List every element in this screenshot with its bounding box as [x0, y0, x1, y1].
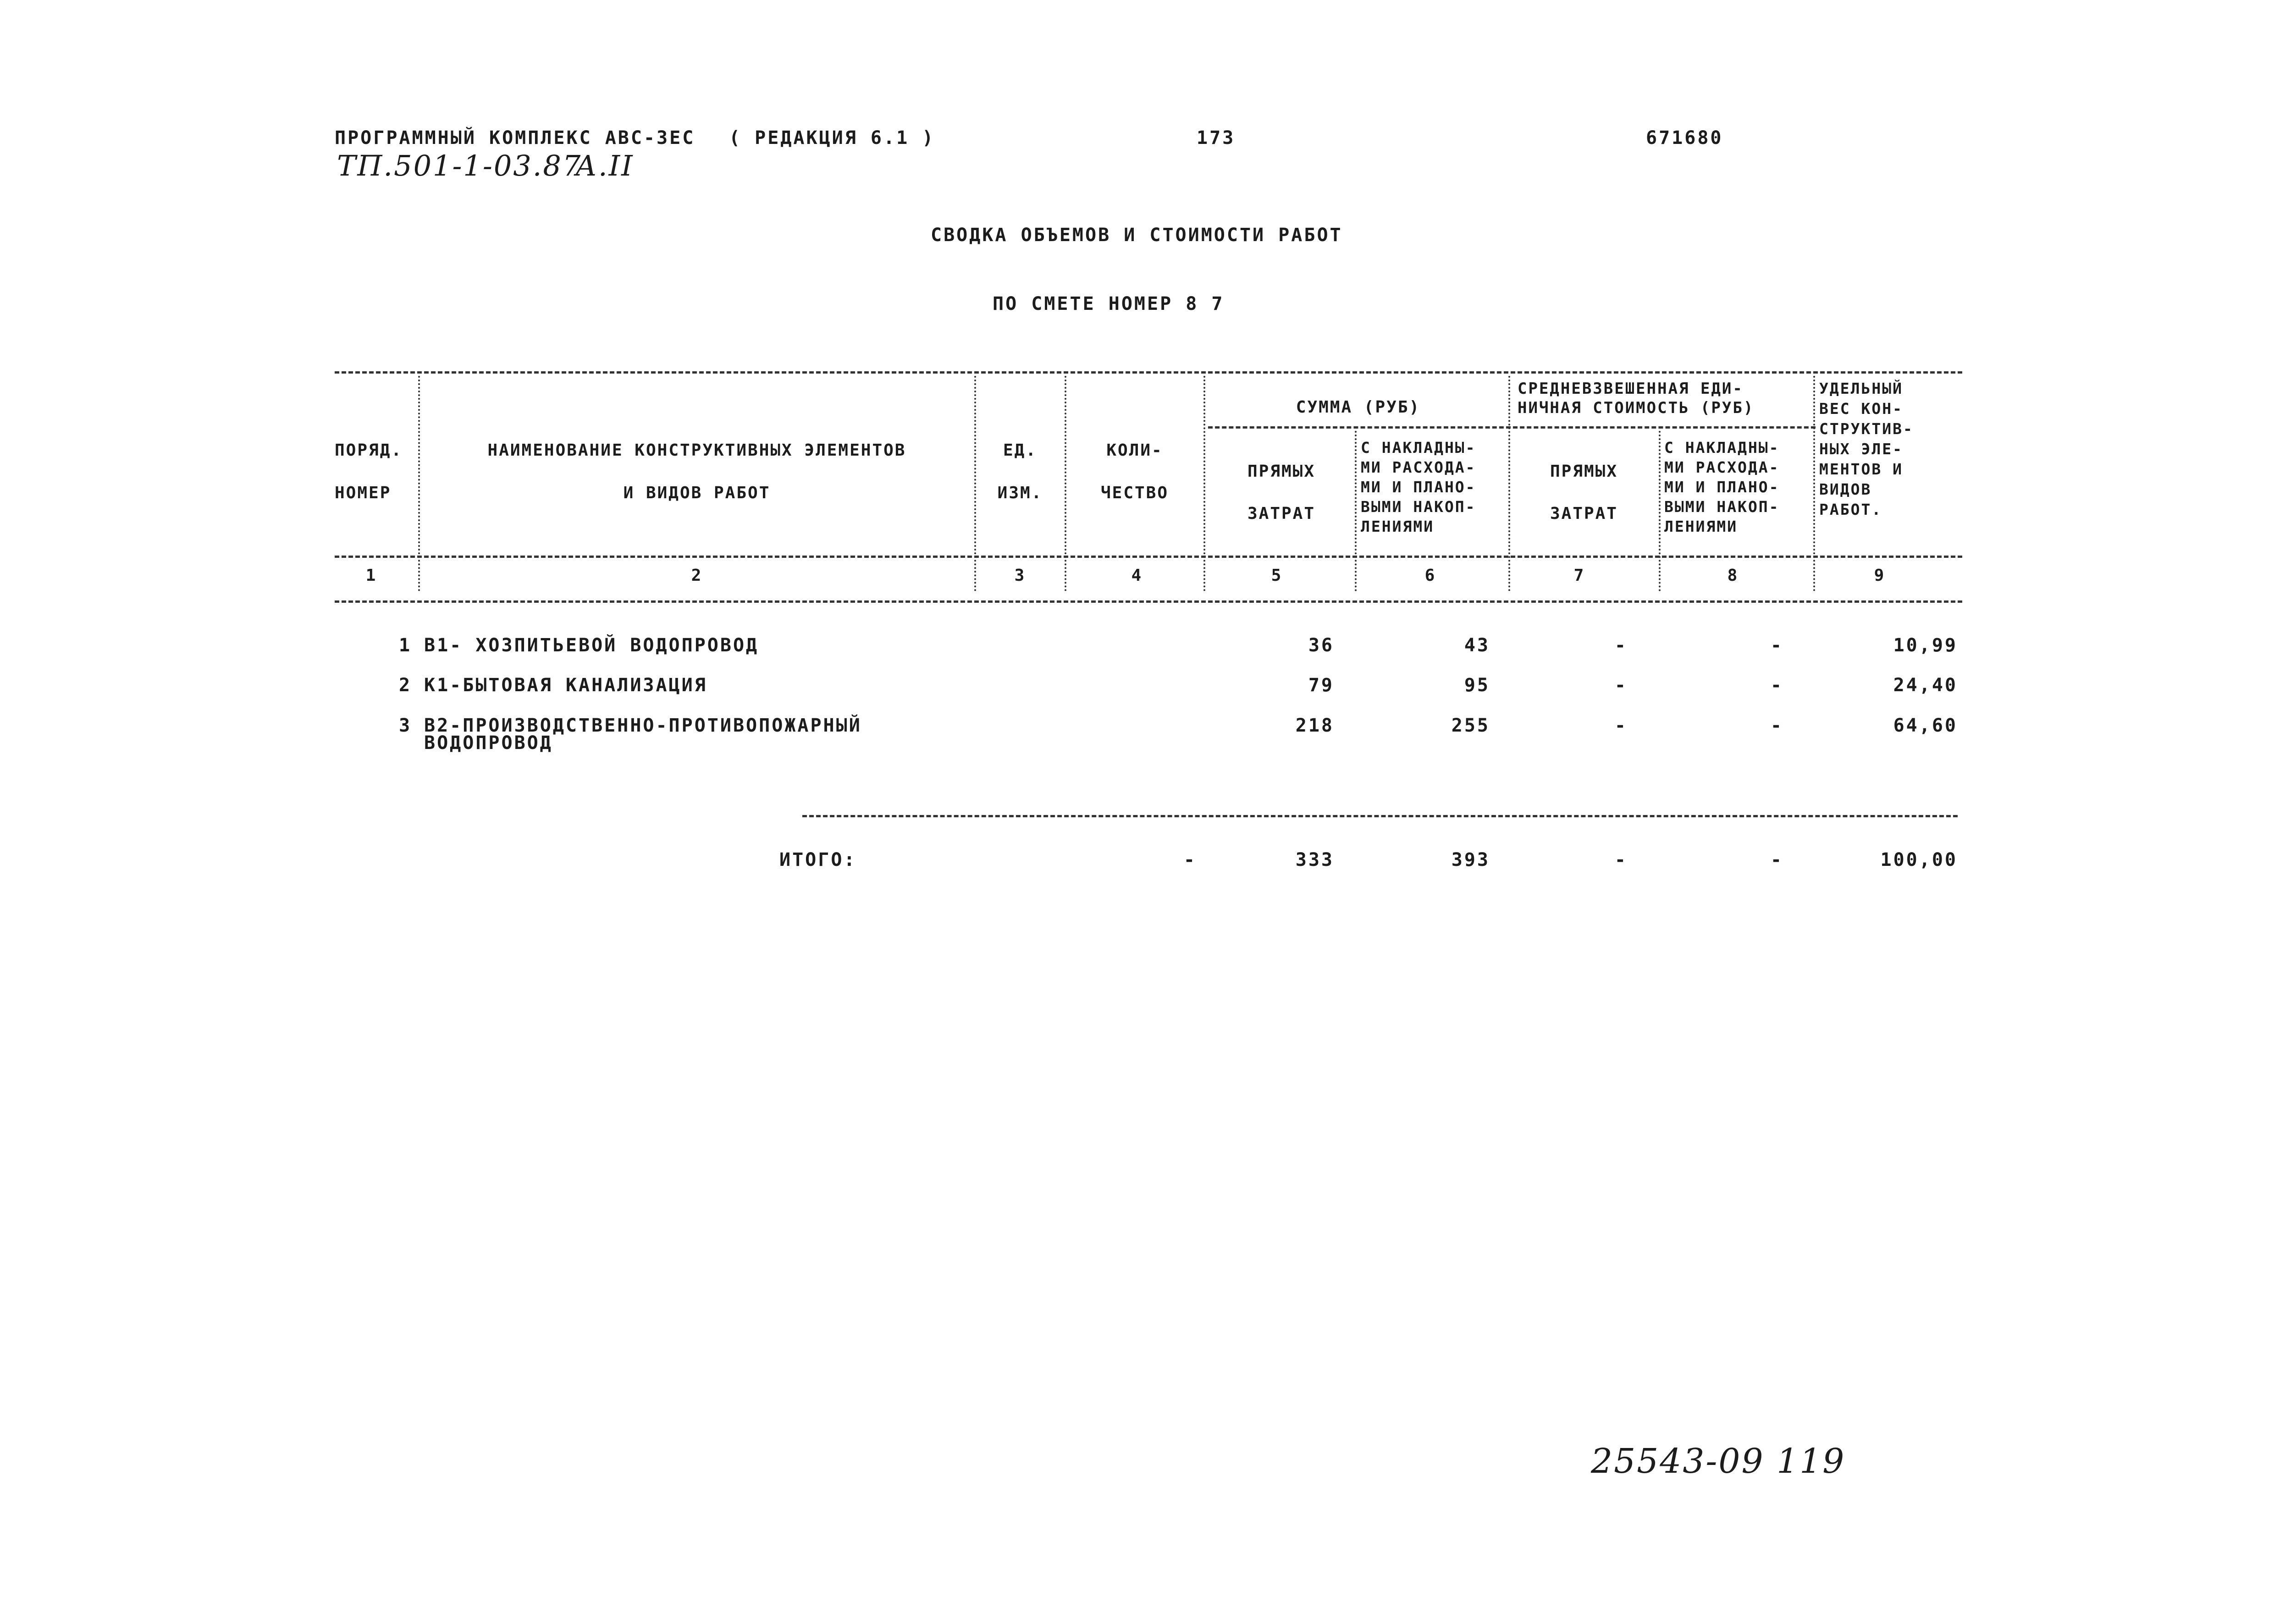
col8-header	[1664, 438, 1780, 536]
handwritten-album: А.II	[575, 149, 634, 182]
sum-group-header: СУММА (РУБ)	[1296, 398, 1421, 417]
row-share: 64,60	[1893, 715, 1958, 736]
col9-header-line: МЕНТОВ И	[1819, 460, 1903, 478]
col9-header	[1819, 379, 1914, 520]
col-number: 8	[1727, 566, 1739, 585]
col6-header-line: С НАКЛАДНЫ-	[1361, 439, 1476, 457]
col-separator	[1813, 376, 1815, 591]
col-separator	[974, 376, 976, 591]
row-overhead-cost: 255	[1451, 715, 1490, 736]
col-number: 7	[1573, 566, 1585, 585]
col4-header-line1: КОЛИ-	[1106, 441, 1163, 460]
total-avg-direct: -	[1614, 849, 1628, 870]
col-number: 9	[1874, 566, 1886, 585]
col6-header	[1361, 438, 1476, 536]
col-number: 4	[1131, 566, 1143, 585]
col3-header-line2: ИЗМ.	[997, 484, 1043, 502]
col6-header-line: МИ РАСХОДА-	[1361, 458, 1476, 476]
col3-header-line1: ЕД.	[1003, 441, 1038, 460]
col-number: 5	[1271, 566, 1283, 585]
col1-header-line2: НОМЕР	[335, 484, 392, 502]
total-direct-cost: 333	[1295, 849, 1334, 870]
row-number: 2	[399, 675, 412, 696]
col8-header-line: ЛЕНИЯМИ	[1664, 517, 1738, 535]
col9-header-line: РАБОТ.	[1819, 501, 1882, 518]
edition-label: ( РЕДАКЦИЯ 6.1 )	[729, 127, 935, 149]
col9-header-line: ВИДОВ	[1819, 480, 1872, 498]
col-number-rule	[335, 600, 1962, 603]
total-rule	[802, 815, 1958, 817]
total-label: ИТОГО:	[779, 849, 857, 870]
col4-header-line2: ЧЕСТВО	[1100, 484, 1169, 502]
header-bottom-rule	[335, 556, 1962, 558]
total-overhead-cost: 393	[1451, 849, 1490, 870]
col8-header-line: МИ РАСХОДА-	[1664, 458, 1780, 476]
col-separator	[1065, 376, 1066, 591]
total-qty: -	[1183, 849, 1197, 870]
avg-group-rule	[1513, 426, 1816, 429]
page-title: СВОДКА ОБЪЕМОВ И СТОИМОСТИ РАБОТ	[931, 225, 1343, 246]
col6-header-line: ЛЕНИЯМИ	[1361, 517, 1435, 535]
col8-header-line: С НАКЛАДНЫ-	[1664, 439, 1780, 457]
program-line: ПРОГРАММНЫЙ КОМПЛЕКС АВС-3ЕС	[335, 127, 695, 149]
page-subtitle: ПО СМЕТЕ НОМЕР 8 7	[993, 293, 1225, 314]
col9-header-line: НЫХ ЭЛЕ-	[1819, 440, 1903, 458]
row-avg-overhead: -	[1770, 675, 1783, 696]
row-overhead-cost: 43	[1464, 635, 1490, 656]
handwritten-footer-number: 25543-09 119	[1591, 1442, 1846, 1481]
row-avg-direct: -	[1614, 675, 1628, 696]
row-number: 1	[399, 635, 412, 656]
col9-header-line: СТРУКТИВ-	[1819, 420, 1914, 438]
col6-header-line: ВЫМИ НАКОП-	[1361, 498, 1476, 516]
col-separator	[418, 376, 420, 591]
row-direct-cost: 79	[1308, 675, 1334, 696]
row-avg-overhead: -	[1770, 635, 1783, 656]
row-share: 24,40	[1893, 675, 1958, 696]
document-code: 671680	[1646, 127, 1723, 149]
col8-header-line: МИ И ПЛАНО-	[1664, 478, 1780, 496]
col-number: 1	[365, 566, 377, 585]
row-name: В2-ПРОИЗВОДСТВЕННО-ПРОТИВОПОЖАРНЫЙ	[424, 715, 862, 736]
col2-header-line1: НАИМЕНОВАНИЕ КОНСТРУКТИВНЫХ ЭЛЕМЕНТОВ	[487, 441, 906, 460]
col-number: 6	[1424, 566, 1436, 585]
col7-header-line2: ЗАТРАТ	[1550, 504, 1618, 523]
row-direct-cost: 218	[1295, 715, 1334, 736]
col-separator	[1203, 376, 1205, 591]
handwritten-project-ref: ТП.501-1-03.87	[337, 149, 582, 182]
row-direct-cost: 36	[1308, 635, 1334, 656]
col6-header-line: МИ И ПЛАНО-	[1361, 478, 1476, 496]
col9-header-line: УДЕЛЬНЫЙ	[1819, 380, 1903, 397]
col-number: 2	[691, 566, 703, 585]
col-separator	[1355, 431, 1357, 591]
row-name: К1-БЫТОВАЯ КАНАЛИЗАЦИЯ	[424, 675, 707, 696]
row-name-continuation: ВОДОПРОВОД	[424, 732, 553, 754]
row-avg-overhead: -	[1770, 715, 1783, 736]
col-separator	[1659, 431, 1661, 591]
row-avg-direct: -	[1614, 715, 1628, 736]
col5-header-line2: ЗАТРАТ	[1247, 504, 1316, 523]
row-avg-direct: -	[1614, 635, 1628, 656]
sum-group-rule	[1208, 426, 1511, 429]
total-avg-overhead: -	[1770, 849, 1783, 870]
row-share: 10,99	[1893, 635, 1958, 656]
row-overhead-cost: 95	[1464, 675, 1490, 696]
col8-header-line: ВЫМИ НАКОП-	[1664, 498, 1780, 516]
avg-group-header-line1: СРЕДНЕВЗВЕШЕННАЯ ЕДИ-	[1518, 380, 1744, 398]
table-top-rule	[335, 371, 1962, 374]
row-number: 3	[399, 715, 412, 736]
col9-header-line: ВЕС КОН-	[1819, 400, 1903, 418]
page-number: 173	[1197, 127, 1236, 149]
col-separator	[1508, 376, 1510, 591]
row-name: В1- ХОЗПИТЬЕВОЙ ВОДОПРОВОД	[424, 635, 759, 656]
avg-group-header-line2: НИЧНАЯ СТОИМОСТЬ (РУБ)	[1518, 399, 1755, 417]
col2-header-line2: И ВИДОВ РАБОТ	[623, 484, 771, 502]
col7-header-line1: ПРЯМЫХ	[1550, 462, 1618, 481]
total-share: 100,00	[1880, 849, 1958, 870]
col-number: 3	[1014, 566, 1026, 585]
col1-header-line1: ПОРЯД.	[335, 441, 403, 460]
col5-header-line1: ПРЯМЫХ	[1247, 462, 1316, 481]
